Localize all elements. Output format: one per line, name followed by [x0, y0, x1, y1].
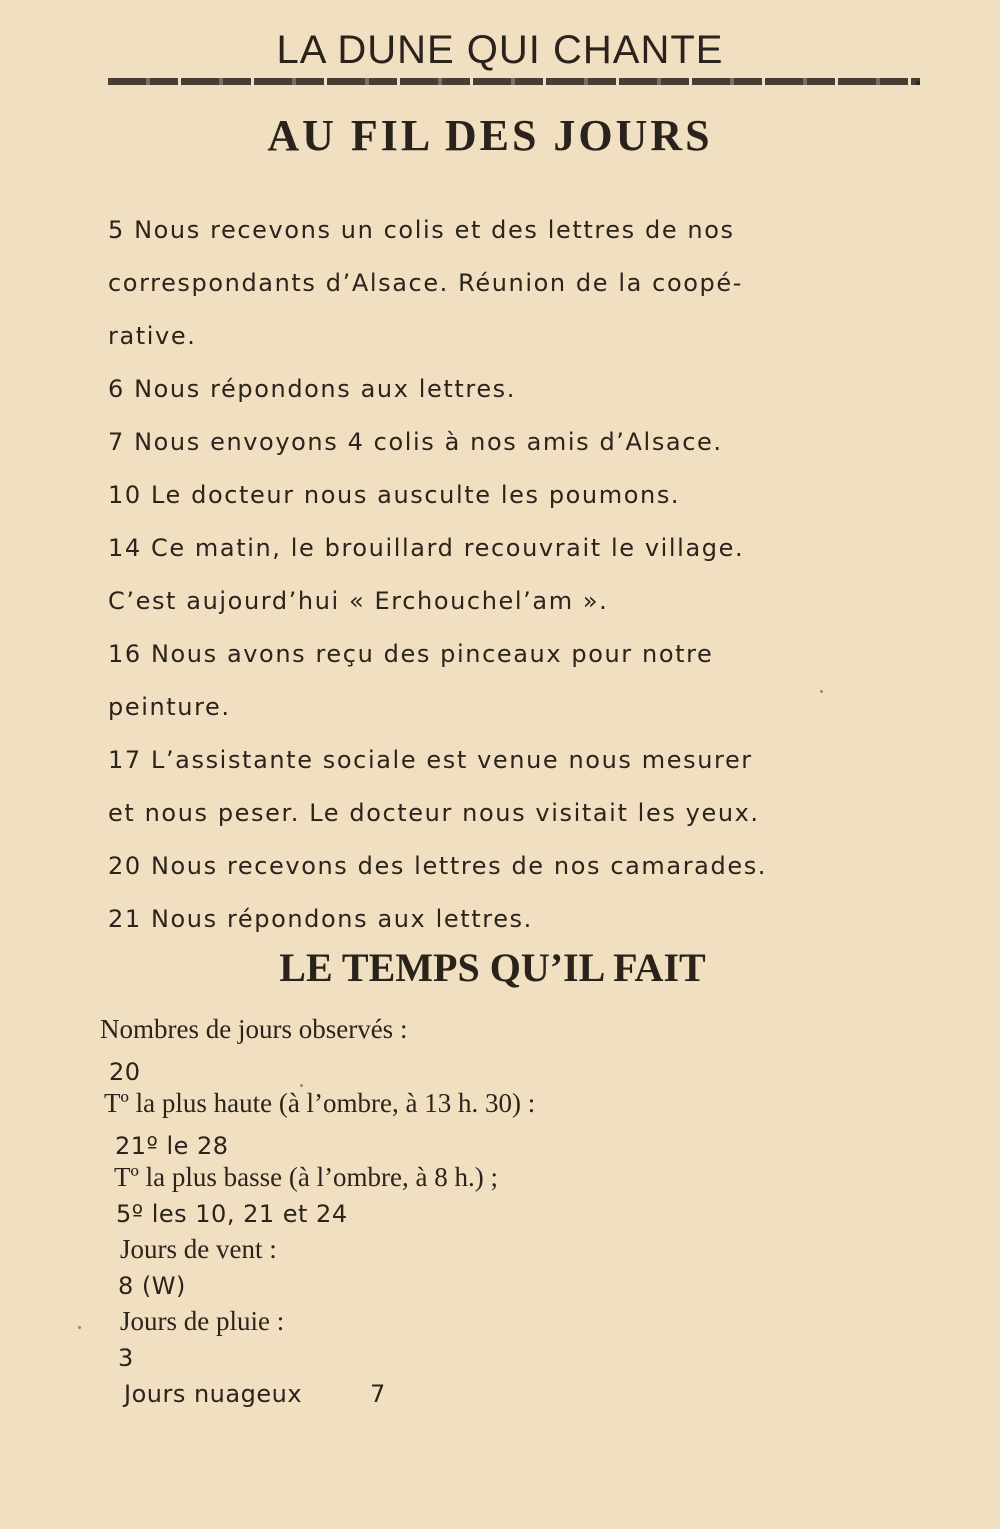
- entry-line: rative.: [108, 322, 197, 350]
- wind-days-value: 8 (W): [118, 1272, 186, 1300]
- days-observed-label: Nombres de jours observés :: [100, 1014, 408, 1044]
- entry-line: 17 L’assistante sociale est venue nous mesurer: [108, 746, 753, 774]
- cloudy-days-value: 7: [370, 1380, 386, 1408]
- days-observed-value: 20: [109, 1058, 141, 1086]
- print-speck: [820, 690, 823, 693]
- rule-ornament-icon: •: [914, 76, 923, 92]
- rain-days-value: 3: [118, 1344, 134, 1372]
- rain-days-label: Jours de pluie :: [120, 1306, 285, 1336]
- entry-line: correspondants d’Alsace. Réunion de la coopé-: [108, 269, 743, 297]
- entry-line: peinture.: [108, 693, 231, 721]
- cloudy-days-label: Jours nuageux: [124, 1380, 303, 1408]
- print-speck: [78, 1326, 81, 1329]
- entry-line: 14 Ce matin, le brouillard recouvrait le village.: [108, 534, 745, 562]
- entry-line: 6 Nous répondons aux lettres.: [108, 375, 517, 403]
- print-speck: [300, 1084, 303, 1087]
- min-temp-label: Tº la plus basse (à l’ombre, à 8 h.) ;: [114, 1162, 499, 1192]
- diary-entries: [108, 208, 848, 950]
- entry-line: 5 Nous recevons un colis et des lettres de nos: [108, 216, 735, 244]
- masthead-rule: [108, 78, 920, 85]
- entry-line: C’est aujourd’hui « Erchouchel’am ».: [108, 587, 609, 615]
- masthead-title: LA DUNE QUI CHANTE: [276, 28, 724, 72]
- entry-line: 21 Nous répondons aux lettres.: [108, 905, 533, 933]
- min-temp-value: 5º les 10, 21 et 24: [116, 1200, 348, 1228]
- section-title-au-fil-des-jours: AU FIL DES JOURS: [267, 111, 713, 160]
- wind-days-label: Jours de vent :: [120, 1234, 277, 1264]
- max-temp-value: 21º le 28: [115, 1132, 229, 1160]
- entry-line: 10 Le docteur nous ausculte les poumons.: [108, 481, 681, 509]
- section-title-le-temps-qu-il-fait: LE TEMPS QU’IL FAIT: [279, 945, 706, 990]
- max-temp-label: Tº la plus haute (à l’ombre, à 13 h. 30) :: [104, 1088, 536, 1118]
- entry-line: 16 Nous avons reçu des pinceaux pour notre: [108, 640, 714, 668]
- entry-line: et nous peser. Le docteur nous visitait les yeux.: [108, 799, 760, 827]
- entry-line: 7 Nous envoyons 4 colis à nos amis d’Alsace.: [108, 428, 723, 456]
- entry-line: 20 Nous recevons des lettres de nos camarades.: [108, 852, 768, 880]
